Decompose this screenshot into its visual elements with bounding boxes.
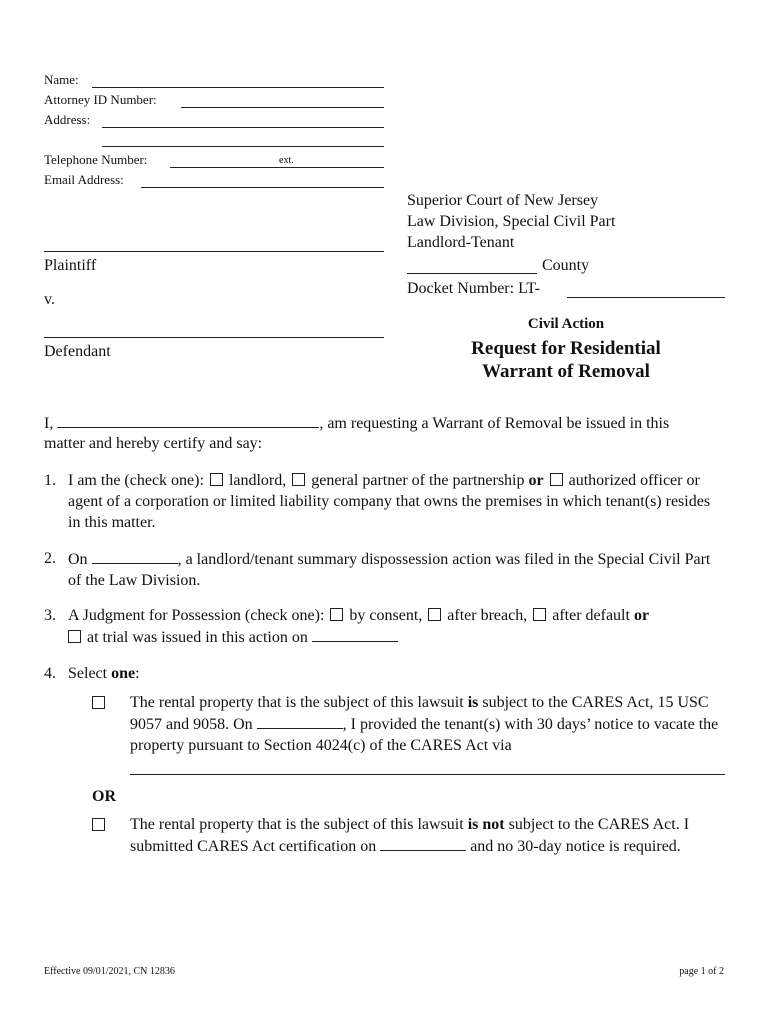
after-breach-label: after breach, [447,607,528,624]
intro-rest: , am requesting a Warrant of Removal be issued in this [319,415,670,432]
notice-date-field[interactable] [257,713,343,729]
option-b-text-2: subject to the CARES Act. I submitted CARES Act certification on [130,816,690,855]
county-label: County [542,257,590,274]
judgment-date-field[interactable] [312,626,398,642]
intro-line2: matter and hereby certify and say: [44,435,263,452]
form-title-line1: Request for Residential [471,338,661,359]
item-3 [44,605,724,648]
intro-line1 [44,412,734,434]
authorized-officer-label: authorized officer or agent of a corporation or limited liability company that owns the premises in which tenant(s) resides in this matter. [68,472,711,531]
option-cares-not-applies [92,814,724,857]
plaintiff-label: Plaintiff [44,257,97,274]
item-2-text: On [68,551,88,568]
effective-date-footer: Effective 09/01/2021, CN 12836 [44,966,175,977]
address-field-line2[interactable] [102,146,384,147]
ext-label: ext. [279,155,294,166]
item-2-number: 2. [44,550,56,567]
name-label: Name: [44,72,79,87]
item-1-text: I am the (check one): [68,472,204,489]
item-4-number: 4. [44,665,56,682]
at-trial-checkbox[interactable] [68,630,81,643]
certifier-name-field[interactable] [57,412,319,428]
court-line3: Landlord-Tenant [407,234,515,251]
docket-label: Docket Number: LT- [407,280,541,297]
attorney-id-field[interactable] [181,107,384,108]
defendant-label: Defendant [44,343,111,360]
address-field[interactable] [102,127,384,128]
email-field[interactable] [141,187,384,188]
item-3-number: 3. [44,607,56,624]
landlord-label: landlord, [228,472,287,489]
option-a-is: is [467,694,479,711]
county-field[interactable] [407,273,537,274]
authorized-officer-checkbox[interactable] [550,473,563,486]
option-b-is-not: is not [467,816,505,833]
or-label: or [633,607,650,624]
or-separator: OR [92,788,116,805]
item-4-one: one [111,665,136,682]
option-a-text-2: subject to the CARES Act, 15 USC 9057 and 9058. On [130,694,709,733]
address-label: Address: [44,112,91,127]
name-field[interactable] [92,87,384,88]
cares-applies-checkbox[interactable] [92,696,105,709]
civil-action-heading: Civil Action [527,316,605,332]
plaintiff-field[interactable] [44,251,384,252]
option-a-text: The rental property that is the subject of this lawsuit [130,694,464,711]
option-cares-applies [92,692,724,756]
attorney-id-label: Attorney ID Number: [44,92,157,107]
item-4-colon: : [135,665,140,682]
item-4-text: Select [68,665,108,682]
defendant-field[interactable] [44,337,384,338]
landlord-checkbox[interactable] [210,473,223,486]
at-trial-label: at trial was issued in this action on [87,629,308,646]
option-a-text-3: , I provided the tenant(s) with 30 days’ notice to vacate the property pursuant to Section 4024(c) of the CARES Act via [130,716,719,754]
by-consent-label: by consent, [349,607,423,624]
telephone-field[interactable] [170,167,384,168]
notice-method-field[interactable] [130,774,725,775]
form-title-line2: Warrant of Removal [482,361,650,382]
option-b-text-3: and no 30-day notice is required. [470,838,681,855]
after-default-checkbox[interactable] [533,608,546,621]
action-filed-date-field[interactable] [92,548,178,564]
general-partner-label: general partner of the partnership [311,472,525,489]
or-label: or [528,472,544,489]
option-b-text: The rental property that is the subject of this lawsuit [130,816,464,833]
item-1-number: 1. [44,472,56,489]
item-3-text: A Judgment for Possession (check one): [68,607,325,624]
intro-start: I, [44,415,54,432]
court-line1: Superior Court of New Jersey [407,192,599,209]
item-2 [44,548,724,591]
versus-label: v. [44,291,55,308]
cares-not-applies-checkbox[interactable] [92,818,105,831]
page-number: page 1 of 2 [679,966,724,977]
by-consent-checkbox[interactable] [330,608,343,621]
telephone-label: Telephone Number: [44,152,148,167]
after-default-label: after default [552,607,630,624]
docket-field[interactable] [567,297,725,298]
email-label: Email Address: [44,172,124,187]
item-4 [44,663,724,684]
court-line2: Law Division, Special Civil Part [407,213,616,230]
item-1 [44,470,724,533]
general-partner-checkbox[interactable] [292,473,305,486]
item-2-text-rest: , a landlord/tenant summary dispossession action was filed in the Special Civil Part of the Law Division. [68,551,711,589]
after-breach-checkbox[interactable] [428,608,441,621]
cares-certification-date-field[interactable] [380,835,466,851]
